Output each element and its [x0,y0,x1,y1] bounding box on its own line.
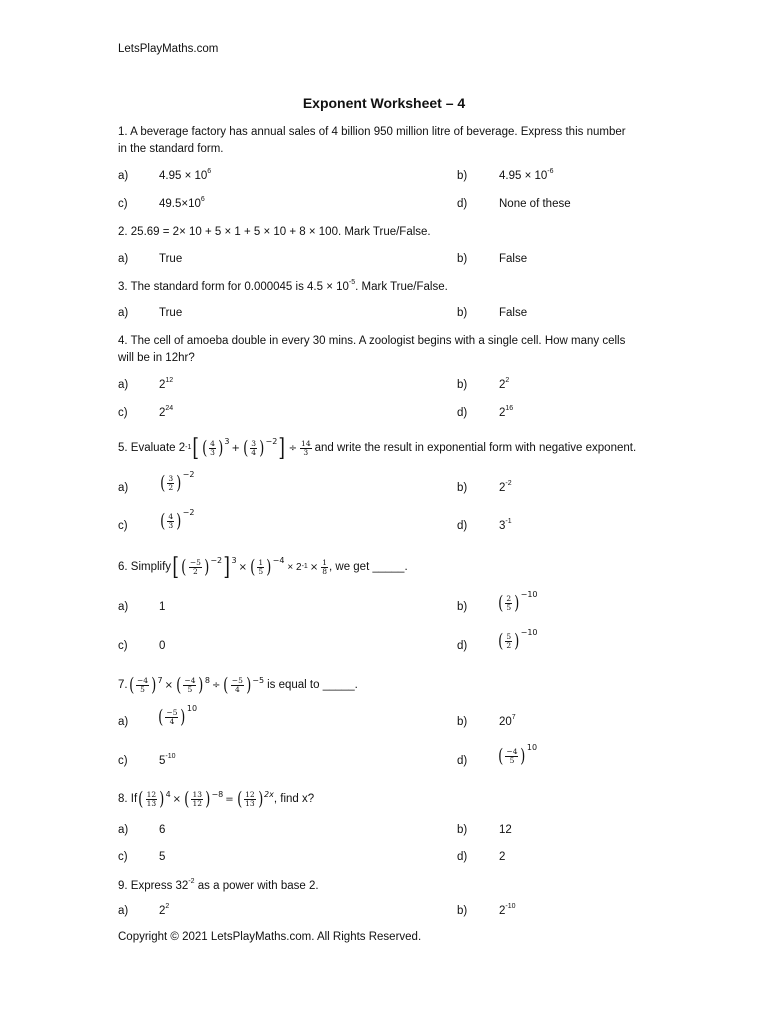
numerator: 2 [506,594,512,603]
exponent: -10 [165,753,176,760]
denominator: 3 [168,521,174,530]
base: 49.5×10 [159,198,201,210]
exponent: −2 [210,556,223,565]
option-label: d) [457,198,468,210]
exponent: -2 [505,480,512,487]
numerator: 12 [146,789,157,799]
q5-option-b-text [499,482,512,494]
question-5-tail: and write the result in exponential form with negative exponent. [314,441,637,454]
q1-option-b[interactable] [457,170,467,182]
question-5: 5. Evaluate 2 -1 [ ( $\frac{4}{3}$ ) 3 + ( $\frac{3}{4}$ ) −2 ] ÷ $\frac{14}{3}$ and write the result in exponential form with negative exponent. [118,434,637,462]
question-8-tail: , find x? [273,792,315,805]
denominator: 13 [146,798,157,808]
question-3-tail: . Mark True/False. [355,281,448,293]
exponent: −5 [252,675,265,685]
numerator: 3 [251,438,257,448]
base: 2 [159,379,166,391]
q8-option-a[interactable]: a) [118,824,129,836]
numerator: 14 [301,438,311,448]
numerator: −5 [189,557,201,567]
exponent: −2 [265,437,278,446]
question-2: 2. 25.69 = 2× 10 + 5 × 1 + 5 × 10 + 8 × 100. Mark True/False. [118,226,431,238]
q5-option-d-text [499,520,512,532]
denominator: 5 [258,566,264,576]
exponent: 3 [224,437,230,446]
question-4 [118,333,648,367]
q7-option-c[interactable]: c) [118,755,128,767]
numerator: 4 [168,512,174,521]
option-label: a) [118,170,129,182]
q5-option-b[interactable]: b) [457,482,468,494]
times-sign: × [172,793,182,805]
q9-option-b-text [499,905,516,917]
exponent: 2 [165,903,170,910]
question-1-line-2: in the standard form. [118,143,224,155]
exponent: 7 [157,675,163,685]
question-8-lead: 8. If [118,792,138,805]
q7-option-c-text [159,755,176,767]
q6-option-c-text: 0 [159,640,166,652]
q2-option-b-text: False [499,253,528,265]
exponent: 8 [204,675,210,685]
numerator: 1 [258,557,264,567]
q8-option-b-text: 12 [499,824,512,836]
denominator: 4 [251,447,257,457]
q3-option-b-text: False [499,307,528,319]
base: 4.95 × 10 [499,170,548,182]
question-9-tail: as a power with base 2. [194,880,319,892]
q7-option-b-text [499,716,516,728]
exponent: −10 [520,590,538,599]
option-label: c) [118,198,128,210]
exponent: -1 [505,518,512,525]
exponent: 6 [200,196,205,203]
exponent: -6 [547,168,554,175]
q6-option-c[interactable]: c) [118,640,128,652]
question-3 [118,279,648,296]
q6-option-d-text: ( $\frac{5}{2}$ ) −10 [498,628,538,652]
question-6: 6. Simplify [ ( $\frac{-5}{2}$ ) −2 ] 3 × ( $\frac{1}{5}$ ) −4 × 2 -1 × $\frac{1}{8}$ , we get _____. [118,553,408,581]
numerator: 1 [322,557,327,567]
exponent: 2x [264,789,274,799]
q6-option-b-text: ( $\frac{2}{5}$ ) −10 [498,590,538,614]
q6-option-a[interactable]: a) [118,601,129,613]
question-6-tail: , we get _____. [329,560,408,573]
denominator: 4 [169,717,175,726]
question-5-expression: [ ( $\frac{4}{3}$ ) 3 + ( $\frac{3}{4}$ ) −2 ] ÷ $\frac{14}{3}$ [192,434,311,462]
q4-option-a[interactable]: a) [118,379,129,391]
q3-option-a[interactable]: a) [118,307,129,319]
exponent: −2 [182,508,195,517]
exponent: −10 [520,628,538,637]
numerator: −4 [184,675,196,685]
base: 2 [499,482,506,494]
exponent: 2 [505,377,510,384]
question-9-lead: 9. Express 32 [118,880,189,892]
exponent: −8 [211,789,224,799]
q8-option-c[interactable]: c) [118,851,128,863]
q5-option-c-text: ( $\frac{4}{3}$ ) −2 [160,508,195,532]
denominator: 13 [245,798,255,808]
denominator: 5 [187,684,193,694]
exponent: 3 [231,556,237,565]
question-6-middle: × 2 [287,561,302,573]
question-1 [118,124,648,158]
q2-option-a[interactable]: a) [118,253,129,265]
question-7-expression: ( $\frac{-4}{5}$ ) 7 × ( $\frac{-4}{5}$ ) 8 ÷ ( $\frac{-5}{4}$ ) −5 [128,673,265,696]
numerator: −5 [231,675,243,685]
q5-option-c[interactable]: c) [118,520,128,532]
times-sign: × [164,679,173,691]
denominator: 5 [509,756,515,765]
q1-option-a[interactable] [118,170,128,182]
denominator: 2 [168,483,174,492]
q6-option-d[interactable]: d) [457,640,468,652]
option-label: b) [457,170,468,182]
q3-option-a-text: True [159,307,183,319]
times-sign: × [309,561,319,573]
q2-option-b[interactable]: b) [457,253,468,265]
q7-option-a-text: ( $\frac{-5}{4}$ ) 10 [158,704,198,728]
question-5-lead: 5. Evaluate 2 [118,441,186,454]
exponent: −4 [272,556,285,565]
q7-option-b[interactable]: b) [457,716,468,728]
q8-option-b[interactable]: b) [457,824,468,836]
numerator: −5 [166,708,178,717]
divide-sign: ÷ [211,679,221,691]
base: 2 [499,379,506,391]
numerator: −4 [506,747,518,756]
question-4-line-1: 4. The cell of amoeba double in every 30 mins. A zoologist begins with a single cell. How many cells [118,335,626,347]
base: 2 [159,905,166,917]
exponent: -10 [505,903,516,910]
base: 2 [499,905,506,917]
q3-option-b[interactable]: b) [457,307,468,319]
base: 20 [499,716,512,728]
q4-option-b[interactable]: b) [457,379,468,391]
copyright-footer: Copyright © 2021 LetsPlayMaths.com. All Rights Reserved. [118,931,422,943]
exponent: -2 [188,878,195,885]
numerator: 13 [192,789,203,799]
numerator: 3 [168,474,174,483]
q2-option-a-text: True [159,253,183,265]
denominator: 12 [192,798,203,808]
q9-option-b[interactable]: b) [457,905,468,917]
q4-option-d-text [499,407,513,419]
question-7 [118,670,648,700]
denominator: 5 [506,603,512,612]
denominator: 4 [234,684,240,694]
exponent: 16 [505,405,514,412]
base: 5 [159,755,166,767]
divide-sign: ÷ [288,442,298,454]
times-sign: × [238,561,247,573]
equals-sign: = [225,793,234,805]
q1-option-c-text [159,198,205,210]
denominator: 3 [303,447,309,457]
q9-option-a-text [159,905,169,917]
exponent: 7 [511,714,516,721]
q6-option-a-text: 1 [159,601,166,613]
plus-sign: + [231,442,240,454]
question-6-lead: 6. Simplify [118,560,172,573]
q8-option-d-text: 2 [499,851,506,863]
worksheet-title: Exponent Worksheet – 4 [302,95,466,111]
q4-option-c[interactable]: c) [118,407,128,419]
exponent: −2 [182,470,195,479]
q9-option-a[interactable]: a) [118,905,129,917]
denominator: 2 [506,641,512,650]
q1-option-c[interactable] [118,198,128,210]
q5-option-a-text: ( $\frac{3}{2}$ ) −2 [160,470,195,494]
q8-option-c-text: 5 [159,851,166,863]
denominator: 2 [192,566,198,576]
exponent: 24 [165,405,174,412]
question-7-tail: is equal to _____. [267,678,358,691]
q7-option-d[interactable]: d) [457,755,468,767]
exponent: 12 [165,377,174,384]
q8-option-d[interactable]: d) [457,851,468,863]
question-3-text: 3. The standard form for 0.000045 is 4.5 × 10 [118,281,349,293]
site-name: LetsPlayMaths.com [118,43,219,55]
question-7-number: 7. [118,678,128,691]
q8-option-a-text: 6 [159,824,166,836]
q6-option-b[interactable]: b) [457,601,468,613]
q1-option-a-text [159,170,211,182]
q4-option-c-text [159,407,173,419]
exponent: -5 [348,279,356,286]
denominator: 5 [140,684,145,694]
numerator: 5 [506,632,512,641]
q4-option-a-text [159,379,173,391]
base: 2 [499,407,506,419]
q7-option-a[interactable]: a) [118,716,129,728]
numerator: 12 [245,789,255,799]
question-1-line-1: 1. A beverage factory has annual sales of 4 billion 950 million litre of beverage. Express this number [118,126,626,138]
exponent: 4 [165,789,171,799]
q1-option-b-text [499,170,554,182]
question-8 [118,784,648,814]
question-6-expression: [ ( $\frac{-5}{2}$ ) −2 ] 3 × ( $\frac{1}{5}$ ) −4 [172,553,285,581]
q1-option-d-text: None of these [499,198,571,210]
question-4-line-2: will be in 12hr? [118,352,195,364]
denominator: 3 [210,447,215,457]
denominator: 8 [322,566,327,576]
exponent: 6 [207,168,212,175]
base: 3 [499,520,506,532]
q5-option-a[interactable]: a) [118,482,129,494]
base: 4.95 × 10 [159,170,208,182]
q4-option-b-text [499,379,509,391]
q1-option-d[interactable] [457,198,467,210]
exponent: 10 [186,704,198,713]
q4-option-d[interactable]: d) [457,407,468,419]
q5-option-d[interactable]: d) [457,520,468,532]
numerator: 4 [210,438,215,448]
question-9 [118,878,648,895]
q7-option-d-text: ( $\frac{-4}{5}$ ) 10 [498,743,538,767]
numerator: −4 [137,675,149,685]
exponent: 10 [526,743,538,752]
base: 2 [159,407,166,419]
question-8-expression: ( $\frac{12}{13}$ ) 4 × ( $\frac{13}{12}$ ) −8 = ( $\frac{12}{13}$ ) 2x [138,787,274,810]
